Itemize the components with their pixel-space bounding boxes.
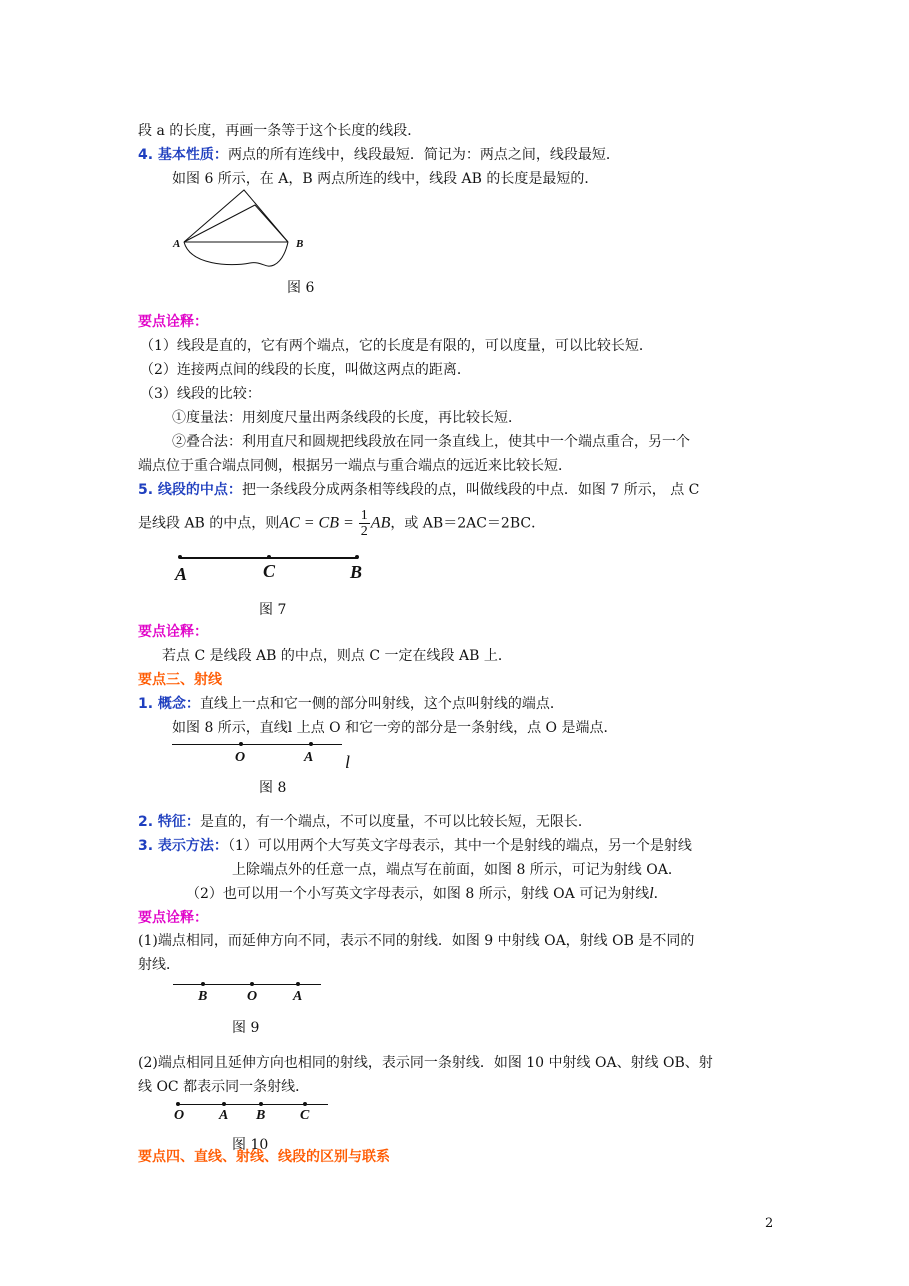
ray-concept-line: [138, 694, 564, 714]
ray-notation-text-2: （2）也可以用一个小写英文字母表示，如图 8 所示，射线 OA 可记为射线: [186, 886, 650, 902]
figure-9-caption: 图 9: [232, 1020, 260, 1036]
figure-6-label-a: A: [173, 238, 181, 250]
note-3-item-1: (1)端点相同，而延伸方向不同，表示不同的射线．如图 9 中射线 OA，射线 OB 是不同的: [138, 933, 695, 949]
figure-8-caption: 图 8: [259, 780, 287, 796]
note-3-item-2: (2)端点相同且延伸方向也相同的射线，表示同一条射线．如图 10 中射线 OA、射线 OB、射: [138, 1055, 713, 1071]
note-1-item-1: （1）线段是直的，它有两个端点，它的长度是有限的，可以度量，可以比较长短．: [140, 338, 653, 354]
ray-feature-text: 是直的，有一个端点，不可以度量，不可以比较长短，无限长．: [199, 814, 592, 830]
section-4-title: 要点四、直线、射线、线段的区别与联系: [138, 1149, 390, 1165]
ray-notation-text-2-end: ．: [653, 886, 668, 902]
figure-8-label-o: O: [235, 750, 246, 765]
figure-7-point-c: [267, 555, 271, 559]
figure-8-point-a: [309, 742, 313, 746]
ray-feature-heading: 2. 特征：: [138, 814, 200, 830]
section-5-line-2: [138, 508, 545, 539]
figure-8-line: [172, 744, 342, 745]
note-1-heading: 要点诠释：: [138, 314, 208, 330]
section-5-line-2-post: ，或 AB＝2AC＝2BC．: [390, 515, 546, 532]
figure-7-label-b: B: [350, 562, 363, 582]
figure-10-point-o: [176, 1102, 180, 1106]
figure-10-label-a: A: [219, 1108, 229, 1123]
ray-notation-heading: 3. 表示方法：: [138, 838, 228, 854]
section-5-line: [138, 480, 699, 500]
section-5-line-2-pre: 是线段 AB 的中点，则: [138, 515, 280, 532]
ray-feature-line: [138, 812, 592, 832]
note-1-item-3: （3）线段的比较：: [140, 386, 261, 402]
figure-8-label-a: A: [304, 750, 314, 765]
section-4-example: 如图 6 所示，在 A，B 两点所连的线中，线段 AB 的长度是最短的．: [172, 171, 599, 187]
figure-6-label-b: B: [296, 238, 304, 250]
note-3-item-2-cont: 线 OC 都表示同一条射线．: [138, 1079, 310, 1095]
figure-10-label-o: O: [174, 1108, 185, 1123]
figure-7-caption: 图 7: [259, 602, 287, 618]
section-3-heading: 要点三、射线: [138, 672, 222, 688]
section-5-heading: 5. 线段的中点：: [138, 482, 242, 498]
figure-7-point-a: [178, 555, 182, 559]
note-1-item-3b-cont: 端点位于重合端点同侧，根据另一端点与重合端点的远近来比较长短．: [138, 458, 572, 474]
figure-9-point-b: [201, 982, 205, 986]
note-3-item-1-cont: 射线．: [138, 957, 180, 973]
figure-10-caption: 图 10: [232, 1137, 269, 1153]
section-4-text: 两点的所有连线中，线段最短．简记为：两点之间，线段最短．: [227, 147, 620, 163]
midpoint-formula-rhs: AB: [370, 514, 391, 532]
note-2-text: 若点 C 是线段 AB 的中点，则点 C 一定在线段 AB 上．: [162, 648, 512, 664]
figure-7-label-a: A: [175, 564, 188, 584]
figure-9-point-o: [250, 982, 254, 986]
figure-10-label-b: B: [256, 1108, 266, 1123]
note-1-item-3b: ②叠合法：利用直尺和圆规把线段放在同一条直线上，使其中一个端点重合，另一个: [172, 434, 690, 450]
figure-7-label-c: C: [263, 561, 276, 581]
fraction-numerator: 1: [360, 508, 368, 523]
figure-10-point-b: [259, 1102, 263, 1106]
section-4-line: [138, 145, 620, 165]
note-1-item-3a: ①度量法：用刻度尺量出两条线段的长度，再比较长短．: [172, 410, 522, 426]
ray-concept-example: 如图 8 所示，直线l 上点 O 和它一旁的部分是一条射线，点 O 是端点．: [172, 720, 618, 736]
note-2-heading: 要点诠释：: [138, 624, 208, 640]
figure-6-diagram: [170, 185, 320, 277]
ray-concept-text: 直线上一点和它一侧的部分叫射线，这个点叫射线的端点．: [199, 696, 564, 712]
midpoint-formula-lhs: AC = CB =: [279, 514, 358, 532]
figure-7-point-b: [355, 555, 359, 559]
section-4-heading: 4. 基本性质：: [138, 147, 228, 163]
figure-6-caption: 图 6: [287, 280, 315, 296]
ray-notation-text-1: （1）可以用两个大写英文字母表示，其中一个是射线的端点，另一个是射线: [227, 838, 692, 854]
figure-8-point-o: [239, 742, 243, 746]
figure-9-label-b: B: [198, 989, 208, 1004]
note-1-item-2: （2）连接两点间的线段的长度，叫做这两点的距离．: [140, 362, 471, 378]
ray-notation-text-1-cont: 上除端点外的任意一点，端点写在前面，如图 8 所示，可记为射线 OA．: [232, 862, 682, 878]
figure-10-point-a: [222, 1102, 226, 1106]
figure-9-point-a: [296, 982, 300, 986]
fraction-one-half: [359, 508, 370, 539]
figure-9-label-a: A: [293, 989, 303, 1004]
figure-9-label-o: O: [247, 989, 258, 1004]
ray-notation-line-2: [186, 884, 668, 904]
fraction-denominator: 2: [360, 524, 368, 539]
ray-variable-l: l: [649, 885, 654, 902]
ray-notation-line: [138, 836, 692, 856]
figure-8-label-l: l: [345, 752, 351, 772]
section-5-text: 把一条线段分成两条相等线段的点，叫做线段的中点．如图 7 所示， 点 C: [241, 482, 700, 498]
text-line: 段 a 的长度，再画一条等于这个长度的线段．: [138, 123, 422, 139]
page-number: 2: [765, 1216, 774, 1231]
ray-concept-heading: 1. 概念：: [138, 696, 200, 712]
figure-10-label-c: C: [300, 1108, 310, 1123]
figure-10-point-c: [303, 1102, 307, 1106]
note-3-heading: 要点诠释：: [138, 910, 208, 926]
